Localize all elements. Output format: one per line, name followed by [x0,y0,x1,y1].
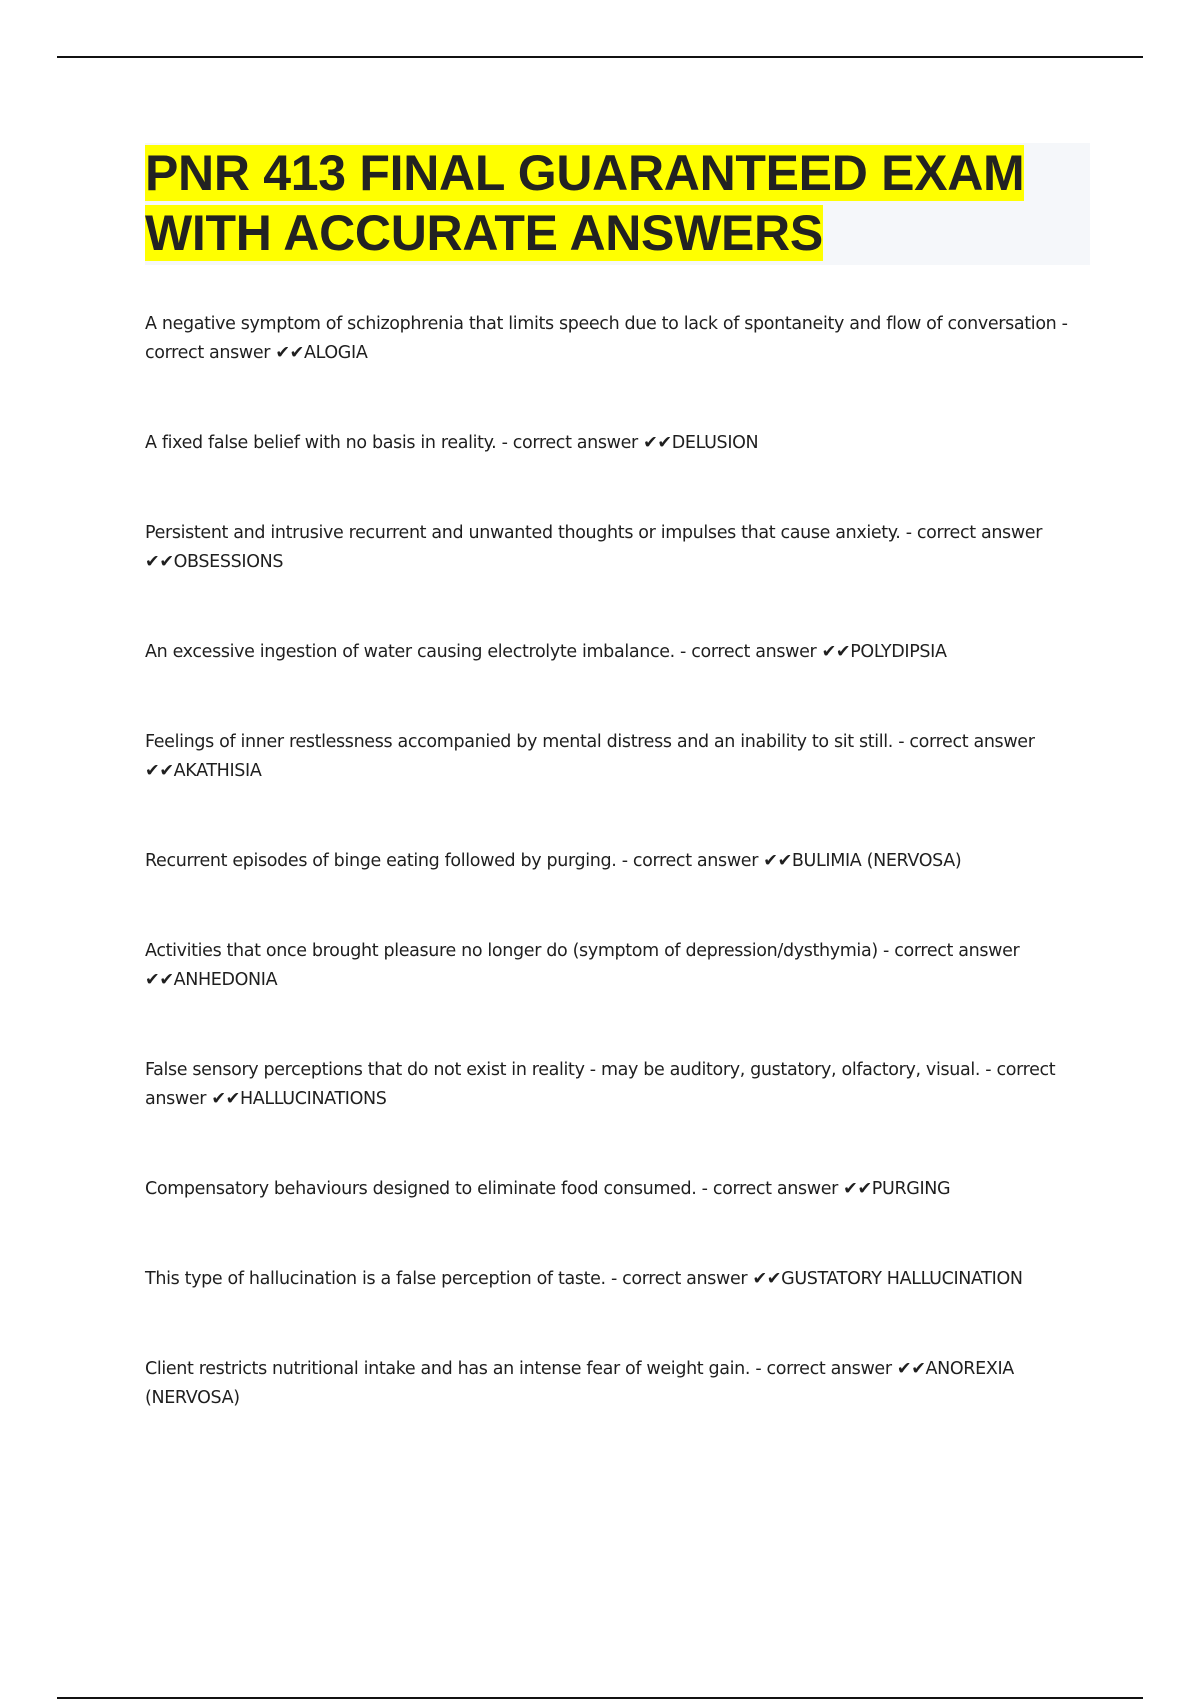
qa-item-anhedonia: Activities that once brought pleasure no longer do (symptom of depression/dysthymia) - correct answer ✔✔ANHEDONIA [145,941,1020,990]
page-title [145,143,1090,263]
title-line-2: WITH ACCURATE ANSWERS [145,205,823,261]
qa-item-anorexia: Client restricts nutritional intake and has an intense fear of weight gain. - correct answer ✔✔ANOREXIA (NERVOSA) [145,1359,1014,1408]
title-block [145,143,1090,265]
qa-item-gustatory-hallucination: This type of hallucination is a false perception of taste. - correct answer ✔✔GUSTATORY HALLUCINATION [145,1269,1023,1289]
page-top-rule [57,56,1143,58]
title-line-1: PNR 413 FINAL GUARANTEED EXAM [145,145,1025,201]
page-bottom-rule [57,1697,1143,1699]
qa-item-obsessions: Persistent and intrusive recurrent and unwanted thoughts or impulses that cause anxiety. - correct answer ✔✔OBSESSIONS [145,523,1043,572]
qa-list [145,310,1090,1413]
qa-item-polydipsia: An excessive ingestion of water causing electrolyte imbalance. - correct answer ✔✔POLYDIPSIA [145,642,947,662]
qa-item-hallucinations: False sensory perceptions that do not exist in reality - may be auditory, gustatory, olfactory, visual. - correct answer ✔✔HALLUCINATIONS [145,1060,1056,1109]
qa-item-bulimia: Recurrent episodes of binge eating followed by purging. - correct answer ✔✔BULIMIA (NERVOSA) [145,851,962,871]
qa-item-purging: Compensatory behaviours designed to eliminate food consumed. - correct answer ✔✔PURGING [145,1179,951,1199]
qa-item-delusion: A fixed false belief with no basis in reality. - correct answer ✔✔DELUSION [145,433,759,453]
qa-item-alogia: A negative symptom of schizophrenia that limits speech due to lack of spontaneity and flow of conversation - correct answer ✔✔ALOGIA [145,314,1068,363]
qa-item-akathisia: Feelings of inner restlessness accompanied by mental distress and an inability to sit still. - correct answer ✔✔AKATHISIA [145,732,1035,781]
